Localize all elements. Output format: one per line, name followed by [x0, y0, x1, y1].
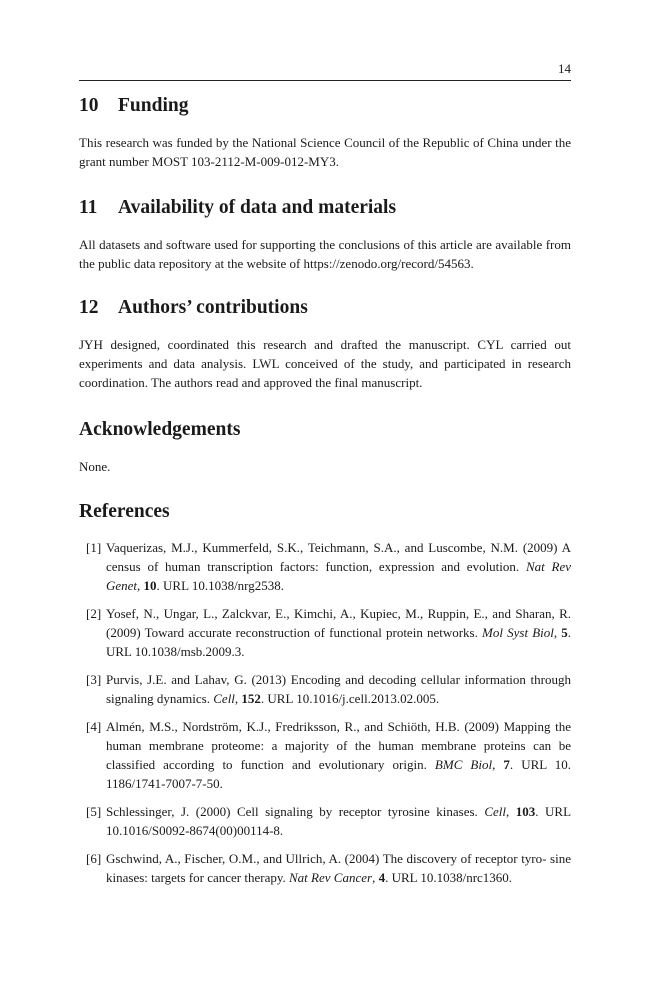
page-number: 14 — [558, 61, 571, 76]
reference-journal: Nat Rev Genet — [106, 559, 572, 593]
section-heading-funding — [79, 94, 571, 118]
reference-item: [4] Almén, M.S., Nordström, K.J., Fredriksson, R., and Schiöth, H.B. (2009) Mapping the human membrane proteome: a majority of the human membrane proteins can be classified according to function and evolutionary origin. BMC Biol, 7. URL 10. 1186/1741-7007-7-50. — [86, 719, 572, 791]
section-heading-acknowledgements: Acknowledgements — [79, 419, 241, 440]
reference-item: [2] Yosef, N., Ungar, L., Zalckvar, E., Kimchi, A., Kupiec, M., Ruppin, E., and Sharan, R. (2009) Toward accurate reconstruction of functional protein networks. Mol Syst Biol, 5. URL 10.1038/msb.2009.3. — [86, 606, 572, 659]
section-body-availability: All datasets and software used for supporting the conclusions of this article are available from the public data repository at the website of https://zenodo.org/record/54563. — [79, 237, 571, 271]
reference-volume: 7 — [503, 757, 510, 772]
reference-label: [1] — [86, 540, 102, 555]
section-heading-contributions — [79, 296, 571, 320]
reference-text: Vaquerizas, M.J., Kummerfeld, S.K., Teichmann, S.A., and Luscombe, N.M. (2009) A census of human transcription factors: function, expression and evolution. — [106, 540, 571, 574]
reference-item: [5] Schlessinger, J. (2000) Cell signaling by receptor tyrosine kinases. Cell, 103. URL 10.1016/S0092-8674(00)00114-8. — [86, 804, 572, 838]
section-contributions — [79, 296, 571, 392]
reference-label: [2] — [86, 606, 102, 621]
reference-volume: 4 — [378, 870, 386, 885]
reference-list — [79, 538, 571, 887]
section-number: 11 — [79, 197, 98, 218]
page-header — [79, 60, 571, 81]
section-body-acknowledgements: None. — [79, 459, 111, 474]
reference-item: [1] Vaquerizas, M.J., Kummerfeld, S.K., Teichmann, S.A., and Luscombe, N.M. (2009) A census of human transcription factors: function, expression and evolution. Nat Rev Genet, 10. URL 10.1038/nrg2538. — [86, 540, 572, 593]
reference-url: URL 10. 1186/1741-7007-7-50. — [106, 757, 572, 791]
section-body-funding: This research was funded by the National Science Council of the Republic of China under the grant number MOST 103-2112-M-009-012-MY3. — [79, 135, 571, 169]
reference-item: [3] Purvis, J.E. and Lahav, G. (2013) Encoding and decoding cellular information through signaling dynamics. Cell, 152. URL 10.1016/j.cell.2013.02.005. — [86, 672, 571, 706]
reference-url: URL 10.1038/msb.2009.3. — [106, 644, 245, 659]
section-availability — [79, 196, 571, 273]
section-funding — [79, 94, 571, 171]
reference-text: Gschwind, A., Fischer, O.M., and Ullrich, A. (2004) The discovery of receptor tyro- sine kinases: targets for cancer therapy. — [106, 851, 571, 885]
reference-url: URL 10.1016/j.cell.2013.02.005. — [267, 691, 440, 706]
reference-journal: BMC Biol — [434, 757, 493, 772]
reference-url: URL 10.1038/nrc1360. — [391, 870, 513, 885]
section-number: 12 — [79, 297, 99, 318]
reference-label: [4] — [86, 719, 102, 734]
reference-text: Yosef, N., Ungar, L., Zalckvar, E., Kimchi, A., Kupiec, M., Ruppin, E., and Sharan, R. (2009) Toward accurate reconstruction of functional protein networks. — [106, 606, 571, 640]
reference-volume: 5 — [561, 625, 568, 640]
section-body-contributions: JYH designed, coordinated this research and drafted the manuscript. CYL carried out experiments and data analysis. LWL conceived of the study, and participated in research coordination. The authors read and approved the final manuscript. — [79, 337, 571, 390]
reference-journal: Cell — [213, 691, 235, 706]
reference-url: URL 10.1016/S0092-8674(00)00114-8. — [106, 804, 572, 838]
reference-label: [3] — [86, 672, 102, 687]
section-title: Funding — [118, 95, 189, 116]
reference-text: Purvis, J.E. and Lahav, G. (2013) Encoding and decoding cellular information through signaling dynamics. — [106, 672, 571, 706]
reference-journal: Nat Rev Cancer — [289, 870, 373, 885]
section-number: 10 — [79, 95, 99, 116]
section-acknowledgements — [79, 418, 571, 476]
section-references — [79, 500, 571, 896]
reference-label: [6] — [86, 851, 102, 866]
reference-volume: 152 — [241, 691, 261, 706]
reference-journal: Cell — [484, 804, 506, 819]
section-title: Availability of data and materials — [118, 197, 397, 218]
reference-text: Almén, M.S., Nordström, K.J., Fredriksson, R., and Schiöth, H.B. (2009) Mapping the human membrane proteome: a majority of the human membrane proteins can be classified according to function and evolutionary origin. — [106, 719, 571, 772]
reference-label: [5] — [86, 804, 102, 819]
reference-text: Schlessinger, J. (2000) Cell signaling by receptor tyrosine kinases. — [106, 804, 478, 819]
reference-url: URL 10.1038/nrg2538. — [163, 578, 285, 593]
reference-volume: 103 — [515, 804, 536, 819]
reference-item: [6] Gschwind, A., Fischer, O.M., and Ullrich, A. (2004) The discovery of receptor tyro- sine kinases: targets for cancer therapy. Nat Rev Cancer, 4. URL 10.1038/nrc1360. — [86, 851, 571, 885]
reference-volume: 10 — [143, 578, 157, 593]
section-title: Authors’ contributions — [118, 297, 308, 318]
section-heading-references: References — [79, 501, 170, 522]
reference-journal: Mol Syst Biol — [482, 625, 554, 640]
section-heading-availability — [79, 196, 571, 220]
